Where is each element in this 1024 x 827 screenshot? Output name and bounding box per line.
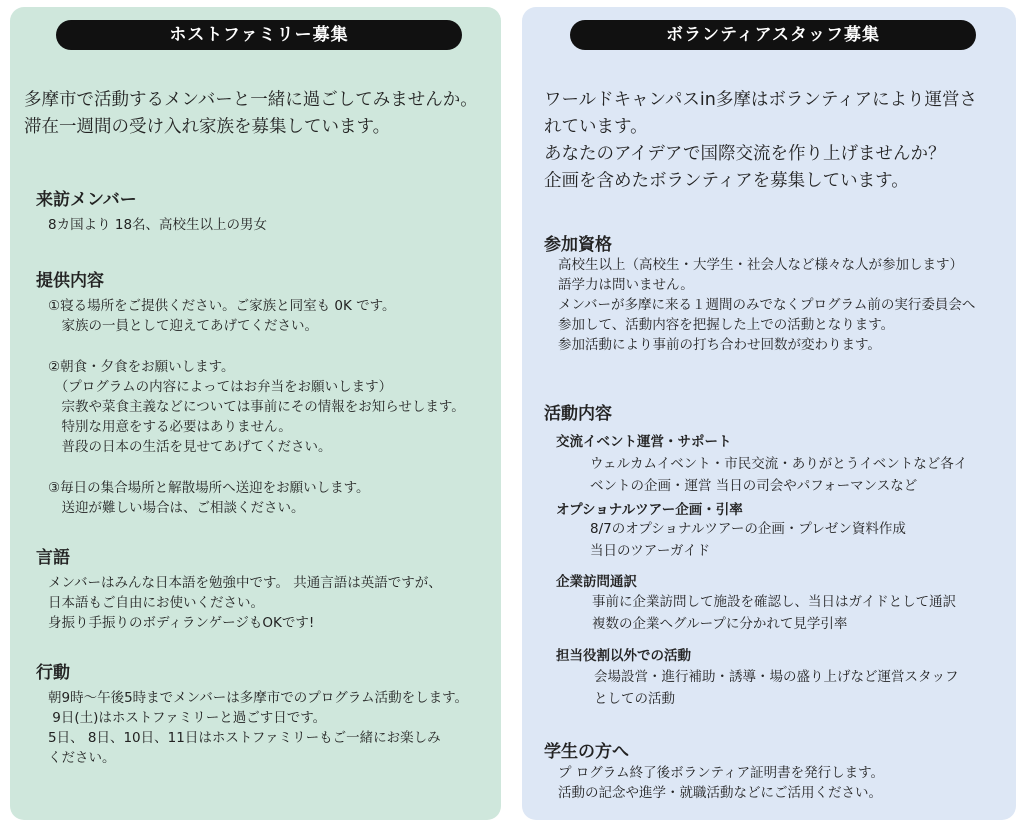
students-heading: 学生の方へ <box>544 742 629 762</box>
volunteer-panel <box>522 7 1016 820</box>
company-visit-heading: 企業訪問通訳 <box>556 574 637 590</box>
activities-heading: 活動内容 <box>544 404 612 424</box>
volunteer-intro: ワールドキャンパスin多摩はボランティアにより運営さ れています。 あなたのアイデアで国際交流を作り上げませんか？ 企画を含めたボランティアを募集しています。 <box>544 90 977 191</box>
provided-item-3: ③毎日の集合場所と解散場所へ送迎をお願いします。 送迎が難しい場合は、ご相談ください。 <box>48 480 370 516</box>
language-text: メンバーはみんな日本語を勉強中です。 共通言語は英語ですが、 日本語もご自由にお使いください。 身振り手振りのボディランゲージもOKです! <box>48 575 442 631</box>
optional-tour-heading: オプショナルツアー企画・引率 <box>556 502 743 518</box>
activity-text: 朝9時～午後5時までメンバーは多摩市でのプログラム活動をします。 9日(土)はホストファミリーと過ごす日です。 5日、 8日、10日、11日はホストファミリーもご一緒にお楽しみ ください。 <box>48 690 469 766</box>
host-family-title: ホストファミリー募集 <box>56 20 462 50</box>
provided-content-heading: 提供内容 <box>36 271 104 291</box>
eligibility-heading: 参加資格 <box>544 235 612 255</box>
visiting-members-heading: 来訪メンバー <box>36 190 137 210</box>
students-text: プ ログラム終了後ボランティア証明書を発行します。 活動の記念や進学・就職活動などにご活用ください。 <box>558 765 884 801</box>
language-heading: 言語 <box>36 548 70 568</box>
volunteer-title: ボランティアスタッフ募集 <box>570 20 976 50</box>
exchange-event-heading: 交流イベント運営・サポート <box>556 434 732 450</box>
exchange-event-text: ウェルカムイベント・市民交流・ありがとうイベントなど各イ ベントの企画・運営 当日の司会やパフォーマンスなど <box>590 456 968 494</box>
activity-heading: 行動 <box>36 663 70 683</box>
other-activities-text: 会場設営・進行補助・誘導・場の盛り上げなど運営スタッフ としての活動 <box>594 669 959 707</box>
company-visit-text: 事前に企業訪問して施設を確認し、当日はガイドとして通訳 複数の企業へグループに分かれて見学引率 <box>592 594 957 632</box>
host-family-intro: 多摩市で活動するメンバーと一緒に過ごしてみませんか。 滞在一週間の受け入れ家族を募集しています。 <box>24 90 478 137</box>
provided-item-2: ②朝食・夕食をお願いします。 （プログラムの内容によってはお弁当をお願いします） 宗教や菜食主義などについては事前にその情報をお知らせします。 特別な用意をする必要はありません。 普段の日本の生活を見せてあげてください。 <box>48 359 465 455</box>
provided-item-1: ①寝る場所をご提供ください。ご家族と同室も 0K です。 家族の一員として迎えてあげてください。 <box>48 298 396 334</box>
visiting-members-text: 8カ国より 18名、高校生以上の男女 <box>48 217 268 233</box>
optional-tour-text: 8/7のオプショナルツアーの企画・プレゼン資料作成 当日のツアーガイド <box>590 521 906 559</box>
host-family-panel <box>10 7 501 820</box>
other-activities-heading: 担当役割以外での活動 <box>556 648 691 664</box>
eligibility-text: 高校生以上（高校生・大学生・社会人など様々な人が参加します） 語学力は問いません。 メンバーが多摩に来る１週間のみでなくプログラム前の実行委員会へ 参加して、活動内容を把握した上での活動となります。 参加活動により事前の打ち合わせ回数が変わります。 <box>558 257 976 353</box>
